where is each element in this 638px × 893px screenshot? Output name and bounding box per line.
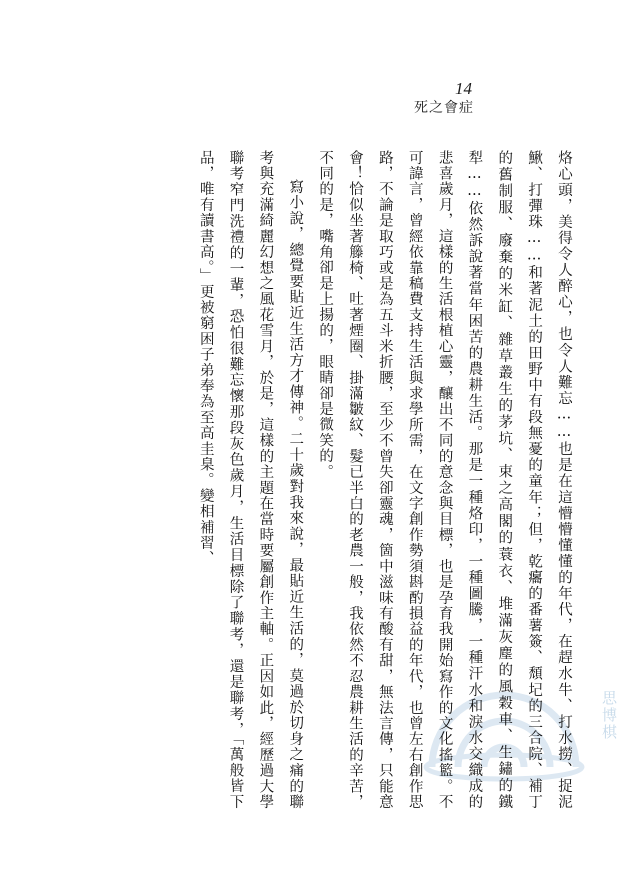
watermark-text: 思博棋 [600, 690, 618, 741]
paragraph: 寫小說，總覺要貼近生活方才傳神。二十歲對我來說，最貼近生活的，莫過於切身之痛的聯考與充滿綺麗幻想之風花雪月，於是，這樣的主題在當時要屬創作主軸。正因如此，經歷過大學聯考窄門洗禮的一輩，恐怕很難忘懷那段灰色歲月，生活目標除了聯考，還是聯考，「萬般皆下品，唯有讀書高。」更被窮困子弟奉為至高圭臬。變相補習、 [197, 150, 304, 810]
page-number: 14 [455, 79, 472, 98]
paragraph: 烙心頭，美得令人醉心，也令人難忘……也是在這懵懵懂懂的年代，在趕水牛、打水撈、捉泥鰍、打彈珠……和著泥土的田野中有段無憂的童年；但，乾癟的番薯簽、頹圮的三合院、補丁的舊制服、廢棄的米缸、雜草叢生的茅坑、束之高閣的蓑衣、堆滿灰塵的風穀車、生鏽的鐵犁……依然訴說著當年困苦的農耕生活。那是一種烙印，一種圖騰，一種汗水和淚水交織成的悲喜歲月，這樣的生活根植心靈，釀出不同的意念與目標，也是孕育我開始寫作的文化搖籃。不可諱言，曾經依靠稿費支持生活與求學所需，在文字創作勢須斟酌損益的年代，也曾左右創作思路，不論是取巧或是為五斗米折腰，至少不曾失卻靈魂，箇中滋味有酸有甜，無法言傳，只能意會！恰似坐著籐椅、吐著煙圈、掛滿皺紋、髮已半白的老農一般，我依然不忍農耕生活的辛苦，不同的是，嘴角卻是上揚的，眼睛卻是微笑的。 [317, 150, 572, 810]
page-header [414, 78, 474, 118]
book-title: 死之會症 [414, 100, 474, 117]
page-body [58, 150, 578, 810]
